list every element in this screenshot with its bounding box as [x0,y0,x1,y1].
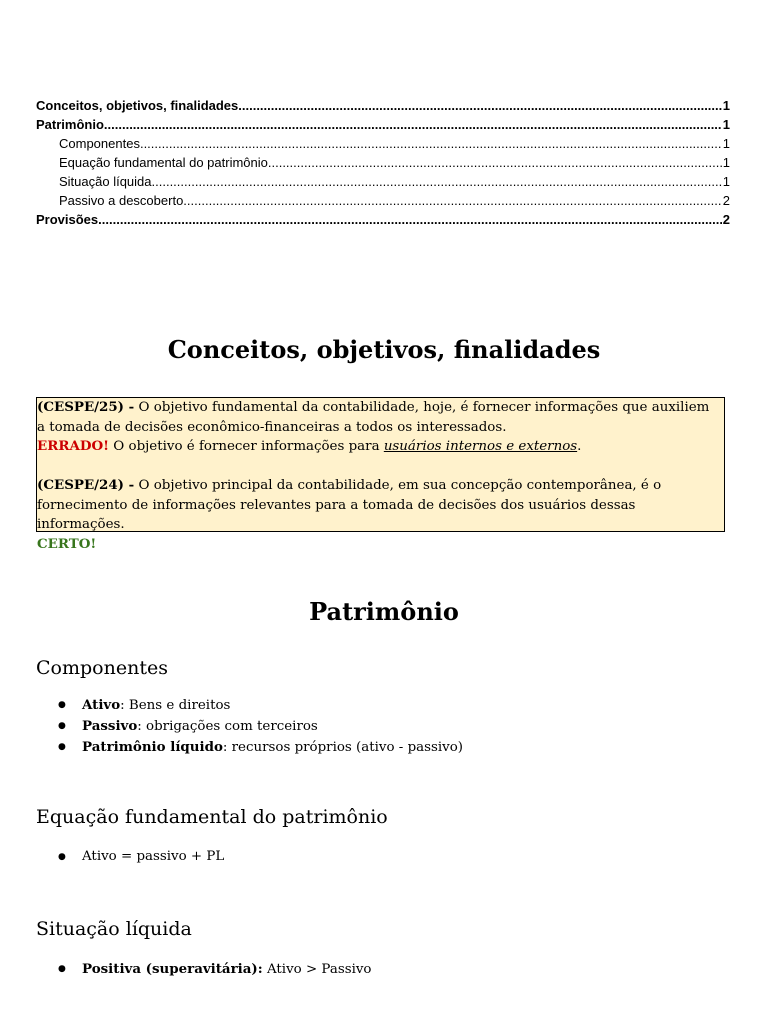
answer-paragraph [37,535,717,555]
toc-entry-page: 1 [722,136,730,151]
toc-entry[interactable] [36,153,730,172]
toc-entry-page: 1 [722,155,730,170]
equacao-list [58,847,224,867]
toc-leader [268,153,722,172]
list-item-desc: : obrigações com terceiros [137,719,318,734]
exam-question-callout [36,397,725,552]
toc-entry[interactable] [36,191,730,210]
toc-leader [238,96,722,115]
toc-entry-text: Equação fundamental do patrimônio [59,155,268,170]
toc-leader [183,191,721,210]
list-item-term: Ativo [82,697,121,713]
toc-entry-page: 1 [722,117,730,132]
toc-leader [98,210,722,229]
answer-emphasis: usuários internos e externos [383,439,578,454]
answer-text: O objetivo é fornecer informações para [109,439,384,454]
toc-entry-page: 2 [722,193,730,208]
answer-text-end: . [577,439,582,454]
toc-entry-page: 1 [722,174,730,189]
subsection-heading: Situação líquida [36,918,192,940]
toc-entry[interactable] [36,115,730,134]
toc-entry[interactable] [36,210,730,229]
list-item-term: Passivo [82,718,138,734]
toc-entry-text: Passivo a descoberto [59,193,184,208]
list-item-desc: : Bens e direitos [120,698,231,713]
list-item-term: Positiva (superavitária): [82,961,263,977]
toc-entry-text: Conceitos, objetivos, finalidades [36,98,239,113]
list-item [58,695,463,716]
toc-entry[interactable] [36,96,730,115]
question-paragraph [37,476,717,535]
section-title: Conceitos, objetivos, finalidades [167,335,601,364]
list-item-text: Ativo = passivo + PL [82,849,225,864]
toc-leader [152,172,722,191]
toc-entry-text: Provisões [36,212,99,227]
toc-entry-text: Patrimônio [36,117,104,132]
verdict-right: CERTO! [37,535,97,552]
list-item-desc: Ativo > Passivo [262,962,372,977]
spacer [37,457,717,477]
subsection-heading: Componentes [36,657,168,679]
situacao-list [58,959,371,980]
toc-entry[interactable] [36,134,730,153]
toc-entry-text: Situação líquida [59,174,152,189]
list-item-term: Patrimônio líquido [82,739,223,755]
question-paragraph [37,398,717,437]
subsection-heading: Equação fundamental do patrimônio [36,806,388,828]
section-title: Patrimônio [309,597,459,626]
toc-leader [140,134,722,153]
question-text: O objetivo principal da contabilidade, em sua concepção contemporânea, é o fornecimento de informações relevantes para a tomada de decisões dos usuários dessas informações. [37,478,662,532]
list-item [58,847,224,867]
list-item [58,959,371,980]
componentes-list [58,695,463,758]
toc-entry-text: Componentes [59,136,140,151]
list-item [58,737,463,758]
question-source: (CESPE/25) - [37,399,135,415]
table-of-contents [36,96,730,229]
answer-paragraph [37,437,717,457]
question-text: O objetivo fundamental da contabilidade, hoje, é fornecer informações que auxiliem a tomada de decisões econômico-financeiras a todos os interessados. [37,400,710,435]
list-item-desc: : recursos próprios (ativo - passivo) [222,740,464,755]
toc-entry[interactable] [36,172,730,191]
toc-entry-page: 1 [722,98,730,113]
list-item [58,716,463,737]
question-source: (CESPE/24) - [37,477,135,493]
toc-leader [104,115,722,134]
verdict-wrong: ERRADO! [37,438,110,454]
toc-entry-page: 2 [722,212,730,227]
